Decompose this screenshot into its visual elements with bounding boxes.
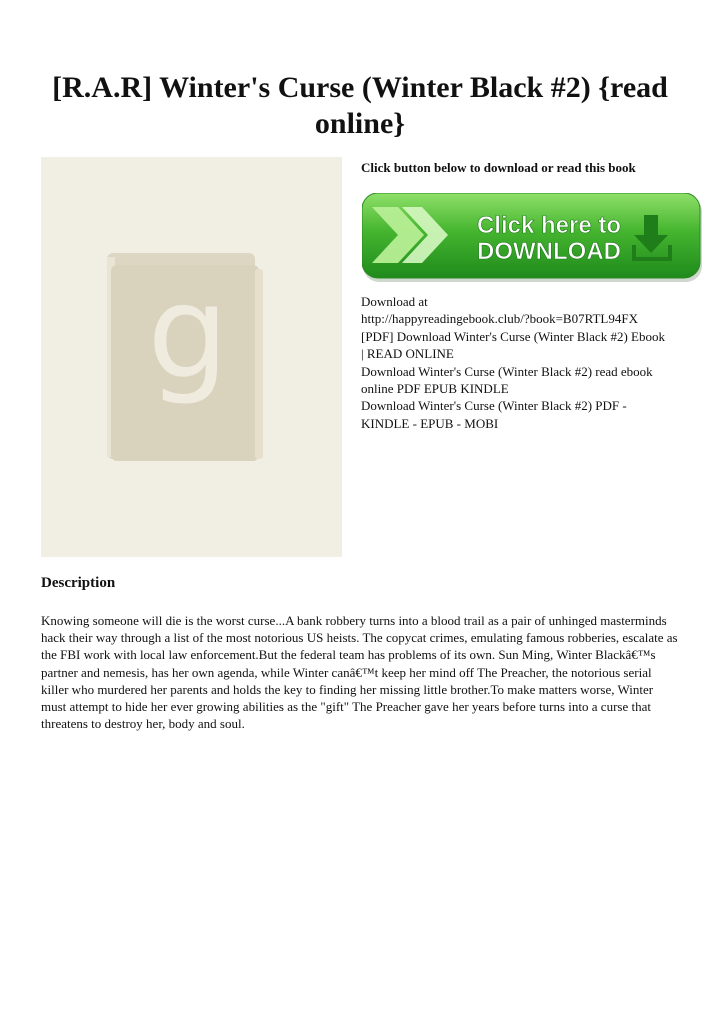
download-prompt: Click button below to download or read this book xyxy=(361,160,636,175)
description-body: Knowing someone will die is the worst curse...A bank robbery turns into a blood trail as a pair of unhinged masterminds hack their way through a list of the most notorious US heists. The copycat crimes, emulating famous robberies, escalate as the FBI work with local law enforcement.But the federal team has problems of its own. Sun Ming, Winter Blackâ€™s partner and nemesis, has her own agenda, while Winter canâ€™t keep her mind off The Preacher, the notorious serial killer who murdered her parents and holds the key to finding her missing little brother.To make matters worse, Winter must attempt to hide her ever growing abilities as the "gift" The Preacher gave her years before turns into a curse that threatens to destroy her, body and soul. xyxy=(41,613,678,732)
book-placeholder-icon xyxy=(41,157,342,557)
page-title: [R.A.R] Winter's Curse (Winter Black #2) {read online} xyxy=(52,71,668,140)
download-button[interactable] xyxy=(362,193,704,285)
button-label-line2: DOWNLOAD xyxy=(477,238,621,265)
book-cover xyxy=(41,157,342,557)
links-line: online PDF EPUB KINDLE xyxy=(361,381,509,397)
links-line: [PDF] Download Winter's Curse (Winter Black #2) Ebook xyxy=(361,328,665,344)
links-line: | READ ONLINE xyxy=(361,346,454,362)
cover-glyph: g xyxy=(147,259,229,408)
button-label-line1: Click here to xyxy=(476,212,622,239)
links-line: Download Winter's Curse (Winter Black #2) read ebook xyxy=(361,363,653,379)
links-line: KINDLE - EPUB - MOBI xyxy=(361,415,499,431)
links-line: Download at xyxy=(361,294,428,309)
description-heading: Description xyxy=(41,575,116,591)
download-url-link[interactable]: http://happyreadingebook.club/?book=B07RTL94FX xyxy=(361,311,638,327)
download-links xyxy=(361,293,711,432)
links-line: Download Winter's Curse (Winter Black #2) PDF - xyxy=(361,398,627,414)
